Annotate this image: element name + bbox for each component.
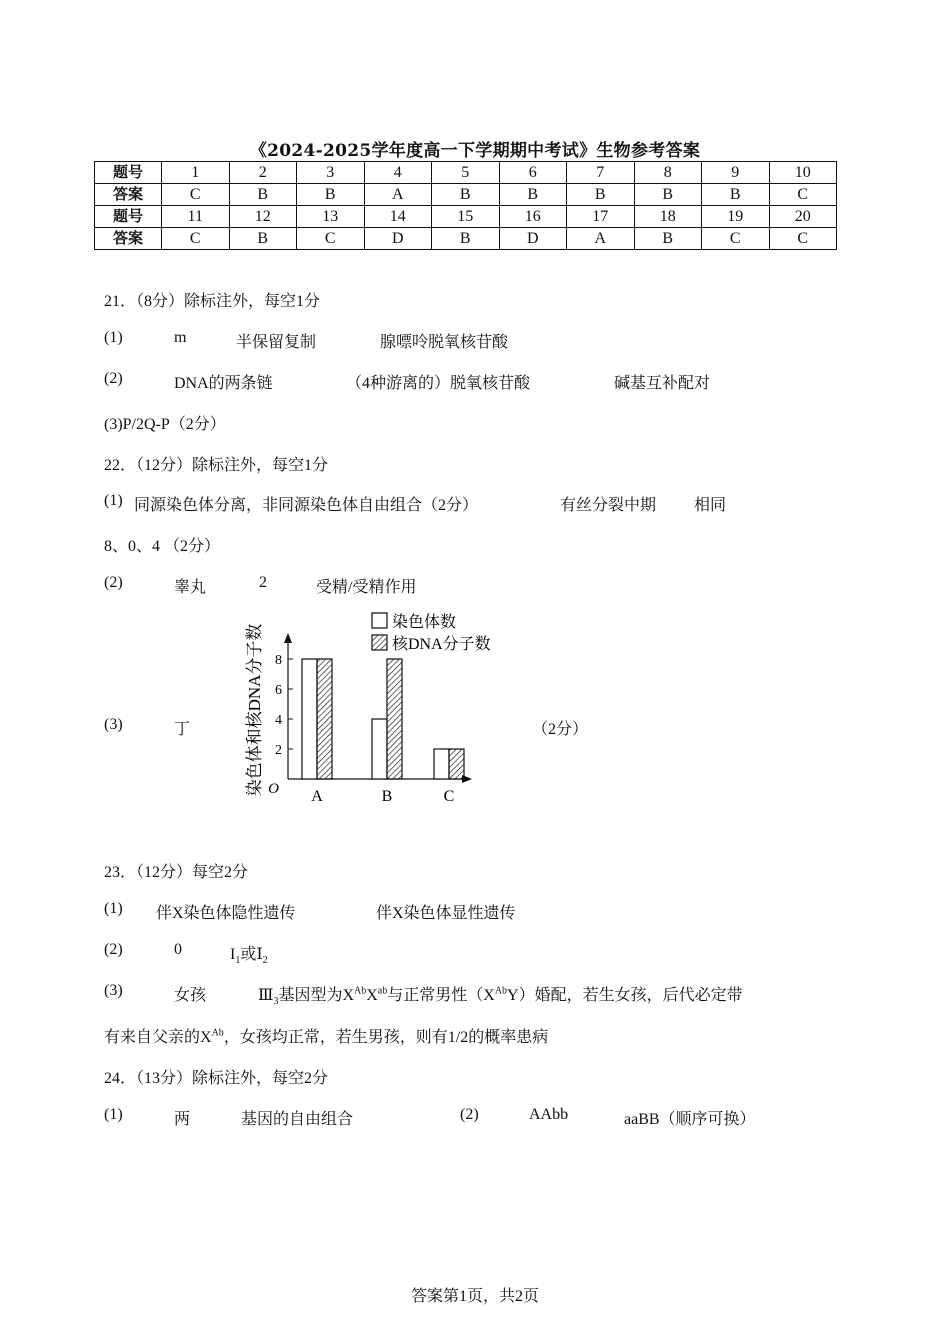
q23-3-b: [258, 982, 743, 1007]
q23-2-b: [230, 941, 268, 966]
q21-2-num: (2): [104, 370, 123, 387]
table-cell: 19: [702, 206, 770, 228]
table-cell: C: [297, 228, 365, 250]
y-tick-label: 6: [275, 683, 282, 698]
q23-3-b2: 基因型为X: [278, 987, 354, 1004]
table-cell: 10: [769, 162, 837, 184]
origin-label: O: [268, 781, 279, 797]
q23-3-b3: X: [366, 987, 378, 1004]
q22-1-c: 相同: [694, 497, 727, 514]
q23-3-b2s: Ab: [354, 985, 367, 997]
q23-3-num: (3): [104, 982, 123, 999]
q21-heading: 21．（8分）除标注外，每空1分: [104, 293, 321, 310]
table-cell: B: [567, 184, 635, 206]
q23-2-b1s: 1: [235, 955, 241, 967]
x-tick-label: B: [381, 788, 393, 805]
table-cell: B: [702, 184, 770, 206]
q22-1-a: 同源染色体分离，非同源染色体自由组合（2分）: [134, 497, 479, 514]
bar-C-dna: [449, 749, 464, 779]
q22-3-c: 受精/受精作用: [316, 579, 417, 596]
table-cell: 20: [769, 206, 837, 228]
table-cell: 8: [634, 162, 702, 184]
table-cell: B: [432, 184, 500, 206]
table-cell: 9: [702, 162, 770, 184]
table-row: [95, 206, 837, 228]
q23-4-a: 有来自父亲的X: [104, 1029, 212, 1046]
table-cell: 6: [499, 162, 567, 184]
y-axis-arrow: [284, 633, 292, 643]
table-cell: 18: [634, 206, 702, 228]
table-cell: 13: [297, 206, 365, 228]
legend-label: 染色体数: [392, 614, 457, 631]
q21-1-num: (1): [104, 329, 123, 346]
x-tick-label: A: [311, 788, 323, 805]
q24-heading: 24．（13分）除标注外，每空2分: [104, 1070, 329, 1087]
y-tick-label: 2: [275, 743, 282, 758]
table-cell: 14: [364, 206, 432, 228]
table-cell: B: [297, 184, 365, 206]
table-cell: C: [162, 184, 230, 206]
q24-1-a: 两: [174, 1111, 191, 1128]
table-cell: A: [364, 184, 432, 206]
y-axis-label: 染色体和核DNA分子数: [245, 623, 264, 797]
q23-1-b: 伴X染色体显性遗传: [376, 905, 516, 922]
table-cell: C: [769, 228, 837, 250]
q21-1-b: 半保留复制: [236, 334, 317, 351]
bar-B-dna: [387, 659, 402, 779]
q23-3-b4s: Ab: [494, 985, 508, 997]
legend-label: 核DNA分子数: [392, 636, 491, 653]
x-tick-label: C: [443, 788, 455, 805]
q21-2-a: DNA的两条链: [174, 375, 273, 392]
q23-3-a: 女孩: [174, 987, 207, 1004]
q22-line-2: 8、0、4 （2分）: [104, 538, 221, 555]
y-tick-label: 8: [275, 653, 282, 668]
table-cell: 4: [364, 162, 432, 184]
table-cell: D: [499, 228, 567, 250]
table-cell: 15: [432, 206, 500, 228]
q22-3-num: (2): [104, 574, 123, 591]
legend-swatch: [372, 635, 387, 650]
page-footer: 答案第1页，共2页: [410, 1288, 539, 1305]
q22-3-a: 睾丸: [174, 579, 207, 596]
q22-1-b: 有丝分裂中期: [560, 497, 657, 514]
table-cell: B: [229, 228, 297, 250]
table-cell: 7: [567, 162, 635, 184]
q21-2-b: （4种游离的）脱氧核苷酸: [346, 375, 531, 392]
q21-1-a: m: [174, 329, 187, 346]
table-cell: A: [567, 228, 635, 250]
table-cell: B: [229, 184, 297, 206]
table-cell: B: [634, 184, 702, 206]
q23-2-b2s: 2: [262, 955, 268, 967]
table-row: [95, 228, 837, 250]
q21-2-c: 碱基互补配对: [614, 375, 711, 392]
bar-chart: [238, 605, 528, 810]
q23-3-b1: Ⅲ: [258, 987, 274, 1004]
bar-A-chromosome: [302, 659, 317, 779]
table-cell: B: [432, 228, 500, 250]
table-cell: 2: [229, 162, 297, 184]
table-cell: C: [702, 228, 770, 250]
q23-1-num: (1): [104, 900, 123, 917]
q23-4-b: ，女孩均正常，若生男孩，则有1/2的概率患病: [223, 1029, 549, 1046]
q23-4-text: [104, 1024, 548, 1047]
bar-A-dna: [317, 659, 332, 779]
row-label: 题号: [95, 206, 162, 228]
q24-2-b: aaBB（顺序可换）: [624, 1111, 756, 1128]
q24-1-num: (1): [104, 1106, 123, 1123]
q23-3-b5: Y）婚配，若生女孩，后代必定带: [507, 987, 743, 1004]
row-label: 答案: [95, 184, 162, 206]
q22-4-num: (3): [104, 716, 123, 733]
page-title: 《2024-2025学年度高一下学期期中考试》生物参考答案: [249, 141, 701, 161]
q24-2-a: AAbb: [529, 1106, 569, 1123]
q22-3-b: 2: [259, 574, 267, 591]
q23-2-b1: I: [230, 946, 236, 963]
q24-2-num: (2): [460, 1106, 479, 1123]
q23-3-b1s: 3: [273, 996, 279, 1008]
bar-B-chromosome: [372, 719, 387, 779]
q24-1-b: 基因的自由组合: [241, 1111, 354, 1128]
q23-2-num: (2): [104, 941, 123, 958]
q21-line-3: (3)P/2Q-P（2分）: [104, 416, 226, 433]
q22-4-a: 丁: [174, 721, 191, 738]
table-cell: 5: [432, 162, 500, 184]
table-cell: 3: [297, 162, 365, 184]
table-cell: B: [634, 228, 702, 250]
table-cell: 1: [162, 162, 230, 184]
row-label: 题号: [95, 162, 162, 184]
q23-4-as: Ab: [211, 1027, 224, 1039]
q23-2-b2: 或Ⅰ: [240, 946, 263, 963]
table-cell: C: [769, 184, 837, 206]
bar-C-chromosome: [434, 749, 449, 779]
legend-swatch: [372, 613, 387, 628]
table-cell: D: [364, 228, 432, 250]
q23-2-a: 0: [174, 941, 182, 958]
q23-3-b3s: ab: [377, 985, 388, 997]
q21-1-c: 腺嘌呤脱氧核苷酸: [380, 334, 509, 351]
table-cell: 16: [499, 206, 567, 228]
q23-heading: 23．（12分）每空2分: [104, 864, 249, 881]
answer-table: [94, 161, 837, 250]
q22-4-b: （2分）: [532, 721, 589, 738]
table-cell: 12: [229, 206, 297, 228]
table-cell: C: [162, 228, 230, 250]
q23-3-b4: 与正常男性（X: [387, 987, 495, 1004]
table-cell: 11: [162, 206, 230, 228]
y-tick-label: 4: [275, 713, 282, 728]
table-cell: B: [499, 184, 567, 206]
table-row: [95, 184, 837, 206]
q23-1-a: 伴X染色体隐性遗传: [156, 905, 296, 922]
table-cell: 17: [567, 206, 635, 228]
table-row: [95, 162, 837, 184]
row-label: 答案: [95, 228, 162, 250]
q22-heading: 22．（12分）除标注外，每空1分: [104, 457, 329, 474]
q22-1-num: (1): [104, 492, 123, 509]
